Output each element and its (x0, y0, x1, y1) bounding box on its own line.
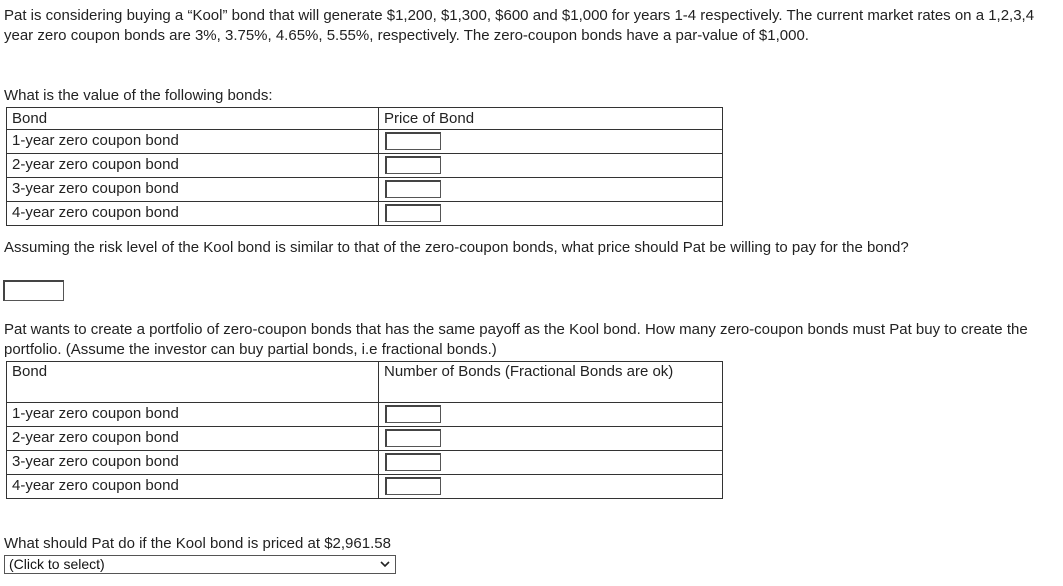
table-row (7, 451, 723, 475)
header-bond: Bond (7, 362, 379, 403)
count-input-3yr[interactable] (385, 453, 441, 471)
count-input-1yr[interactable] (385, 405, 441, 423)
header-price-of-bond: Price of Bond (379, 108, 723, 130)
row-label: 4-year zero coupon bond (7, 475, 379, 499)
bond-count-table (6, 361, 723, 499)
table-row (7, 427, 723, 451)
intro-paragraph: Pat is considering buying a “Kool” bond that will generate $1,200, $1,300, $600 and $1,000 for years 1-4 respectively. The current market rates on a 1,2,3,4 year zero coupon bonds are 3%, 3.75%, 4.65%, 5.55%, respectively. The zero-coupon bonds have a par-value of $1,000. (4, 7, 1035, 44)
table-row (7, 202, 723, 226)
question-action: What should Pat do if the Kool bond is priced at $2,961.58 (4, 535, 391, 552)
question-portfolio: Pat wants to create a portfolio of zero-coupon bonds that has the same payoff as the Kool bond. How many zero-coupon bonds must Pat buy to create the portfolio. (Assume the investor can buy partial bonds, i.e fractional bonds.) (4, 321, 1028, 358)
row-label: 1-year zero coupon bond (7, 403, 379, 427)
price-input-3yr[interactable] (385, 180, 441, 198)
count-input-4yr[interactable] (385, 477, 441, 495)
row-label: 3-year zero coupon bond (7, 178, 379, 202)
row-label: 3-year zero coupon bond (7, 451, 379, 475)
select-value: (Click to select) (9, 556, 105, 572)
price-input-2yr[interactable] (385, 156, 441, 174)
table-row (7, 403, 723, 427)
row-label: 2-year zero coupon bond (7, 427, 379, 451)
bond-price-table (6, 107, 723, 226)
count-input-2yr[interactable] (385, 429, 441, 447)
row-label: 1-year zero coupon bond (7, 130, 379, 154)
price-input-1yr[interactable] (385, 132, 441, 150)
kool-bond-price-input[interactable] (3, 280, 64, 301)
table-row (7, 154, 723, 178)
header-bond: Bond (7, 108, 379, 130)
row-label: 4-year zero coupon bond (7, 202, 379, 226)
question-bond-values: What is the value of the following bonds: (4, 87, 273, 104)
row-label: 2-year zero coupon bond (7, 154, 379, 178)
chevron-down-icon (380, 559, 390, 569)
price-input-4yr[interactable] (385, 204, 441, 222)
table-row (7, 475, 723, 499)
table-header-row (7, 362, 723, 403)
question-kool-price: Assuming the risk level of the Kool bond is similar to that of the zero-coupon bonds, what price should Pat be willing to pay for the bond? (4, 239, 909, 256)
table-header-row (7, 108, 723, 130)
action-select-dropdown[interactable] (4, 555, 396, 574)
table-row (7, 178, 723, 202)
header-number-of-bonds: Number of Bonds (Fractional Bonds are ok) (379, 362, 723, 403)
table-row (7, 130, 723, 154)
